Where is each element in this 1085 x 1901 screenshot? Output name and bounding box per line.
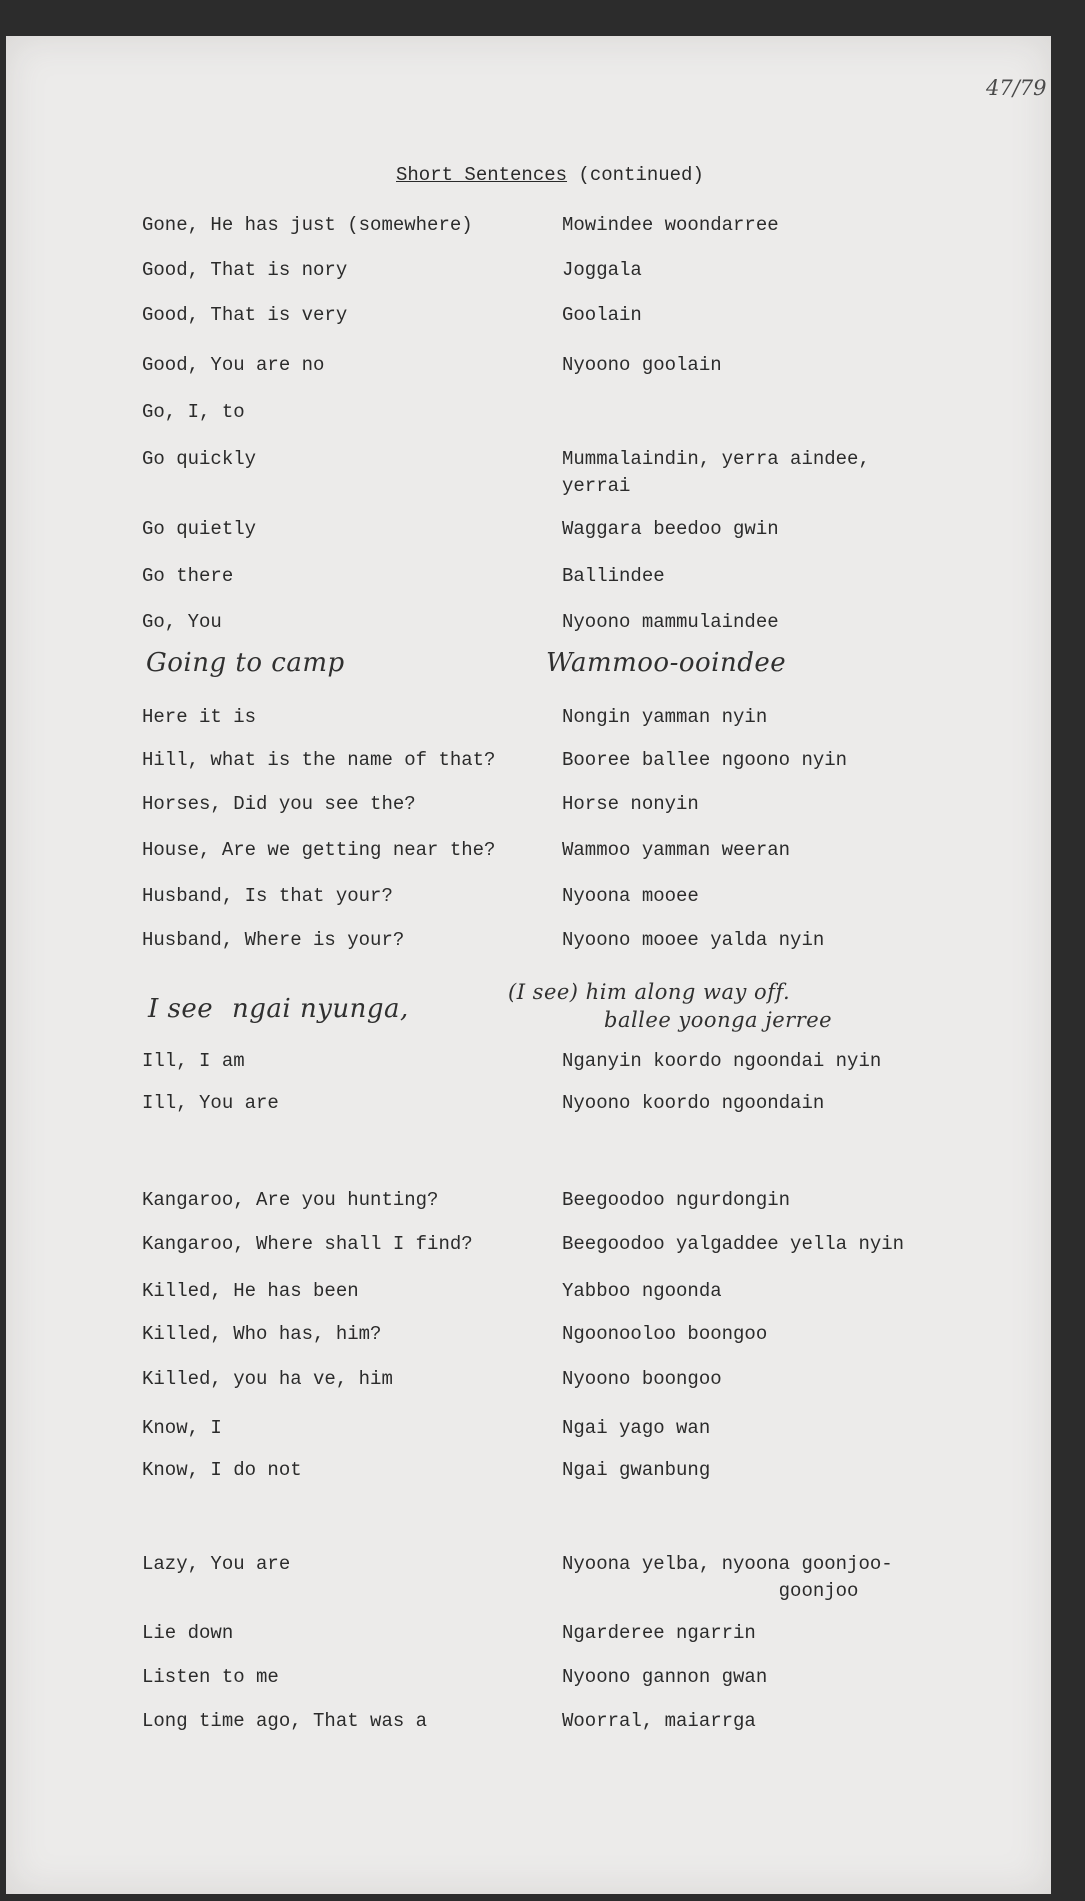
english-phrase: Listen to me [142,1666,279,1688]
english-phrase: Killed, Who has, him? [142,1323,382,1345]
aboriginal-phrase: Beegoodoo ngurdongin [562,1189,791,1211]
list-item [6,927,1051,981]
english-phrase: Horses, Did you see the? [142,793,416,815]
english-phrase: Here it is [142,706,257,728]
aboriginal-phrase: Mummalaindin, yerra aindee, yerrai [562,448,870,497]
english-phrase: Lie down [142,1622,234,1644]
aboriginal-phrase: Yabboo ngoonda [562,1280,722,1302]
list-item [6,1551,1051,1611]
list-item [6,1090,1051,1144]
english-phrase: Gone, He has just (somewhere) [142,214,473,236]
aboriginal-phrase: Booree ballee ngoono nyin [562,749,848,771]
english-phrase: Hill, what is the name of that? [142,749,496,771]
aboriginal-phrase: Ngai gwanbung [562,1459,711,1481]
handwritten-aboriginal-note: Wammoo-ooindee [546,648,787,678]
list-item [6,399,1051,453]
list-item [6,516,1051,570]
english-phrase: Ill, You are [142,1092,279,1114]
aboriginal-phrase: Joggala [562,259,642,281]
english-phrase: Good, That is very [142,304,348,326]
page-title-suffix: (continued) [567,164,704,186]
aboriginal-phrase: Ballindee [562,565,665,587]
list-item [6,1708,1051,1762]
aboriginal-phrase: Nyoono goolain [562,354,722,376]
english-phrase: Good, You are no [142,354,325,376]
aboriginal-phrase: Nongin yamman nyin [562,706,768,728]
document-page [6,36,1051,1894]
aboriginal-phrase: Nyoono gannon gwan [562,1666,768,1688]
english-phrase: Go, You [142,611,222,633]
aboriginal-phrase: Wammoo yamman weeran [562,839,791,861]
aboriginal-phrase: Ngoonooloo boongoo [562,1323,768,1345]
handwritten-english-note: I see [148,994,214,1024]
aboriginal-phrase: Nyoono koordo ngoondain [562,1092,825,1114]
page-title [396,164,704,186]
aboriginal-phrase: Waggara beedoo gwin [562,518,779,540]
english-phrase: Killed, He has been [142,1280,359,1302]
aboriginal-phrase: Nyoono mammulaindee [562,611,779,633]
list-item [6,352,1051,406]
english-phrase: Go there [142,565,234,587]
aboriginal-phrase: Beegoodoo yalgaddee yella nyin [562,1233,905,1255]
english-phrase: House, Are we getting near the? [142,839,496,861]
english-phrase: Know, I do not [142,1459,302,1481]
aboriginal-phrase: Goolain [562,304,642,326]
list-item [6,446,1051,506]
aboriginal-phrase: Nyoono boongoo [562,1368,722,1390]
handwritten-english-note: Going to camp [146,648,345,678]
aboriginal-phrase: Ngai yago wan [562,1417,711,1439]
handwritten-aboriginal-note: ballee yoonga jerree [604,1008,833,1032]
english-phrase: Kangaroo, Where shall I find? [142,1233,473,1255]
aboriginal-phrase: Nyoona yelba, nyoona goonjoo- goonjoo [562,1553,893,1602]
english-phrase: Killed, you ha ve, him [142,1368,393,1390]
aboriginal-phrase: Nyoono mooee yalda nyin [562,929,825,951]
list-item [6,1457,1051,1511]
handwritten-english-note: (I see) him along way off. [508,980,791,1004]
aboriginal-phrase: Woorral, maiarrga [562,1710,756,1732]
aboriginal-phrase: Horse nonyin [562,793,699,815]
aboriginal-phrase: Nyoona mooee [562,885,699,907]
list-item [6,1366,1051,1420]
handwritten-aboriginal-note: ngai nyunga, [232,994,409,1024]
english-phrase: Lazy, You are [142,1553,291,1575]
page-number: 47/79 [986,76,1047,100]
aboriginal-phrase: Nganyin koordo ngoondai nyin [562,1050,882,1072]
english-phrase: Kangaroo, Are you hunting? [142,1189,439,1211]
english-phrase: Husband, Is that your? [142,885,393,907]
list-item [6,1231,1051,1285]
english-phrase: Go quietly [142,518,257,540]
english-phrase: Go quickly [142,448,257,470]
english-phrase: Ill, I am [142,1050,245,1072]
list-item [6,302,1051,356]
english-phrase: Know, I [142,1417,222,1439]
english-phrase: Good, That is nory [142,259,348,281]
english-phrase: Husband, Where is your? [142,929,405,951]
aboriginal-phrase: Mowindee woondarree [562,214,779,236]
english-phrase: Long time ago, That was a [142,1710,428,1732]
aboriginal-phrase: Ngarderee ngarrin [562,1622,756,1644]
english-phrase: Go, I, to [142,401,245,423]
page-title-main: Short Sentences [396,164,568,186]
